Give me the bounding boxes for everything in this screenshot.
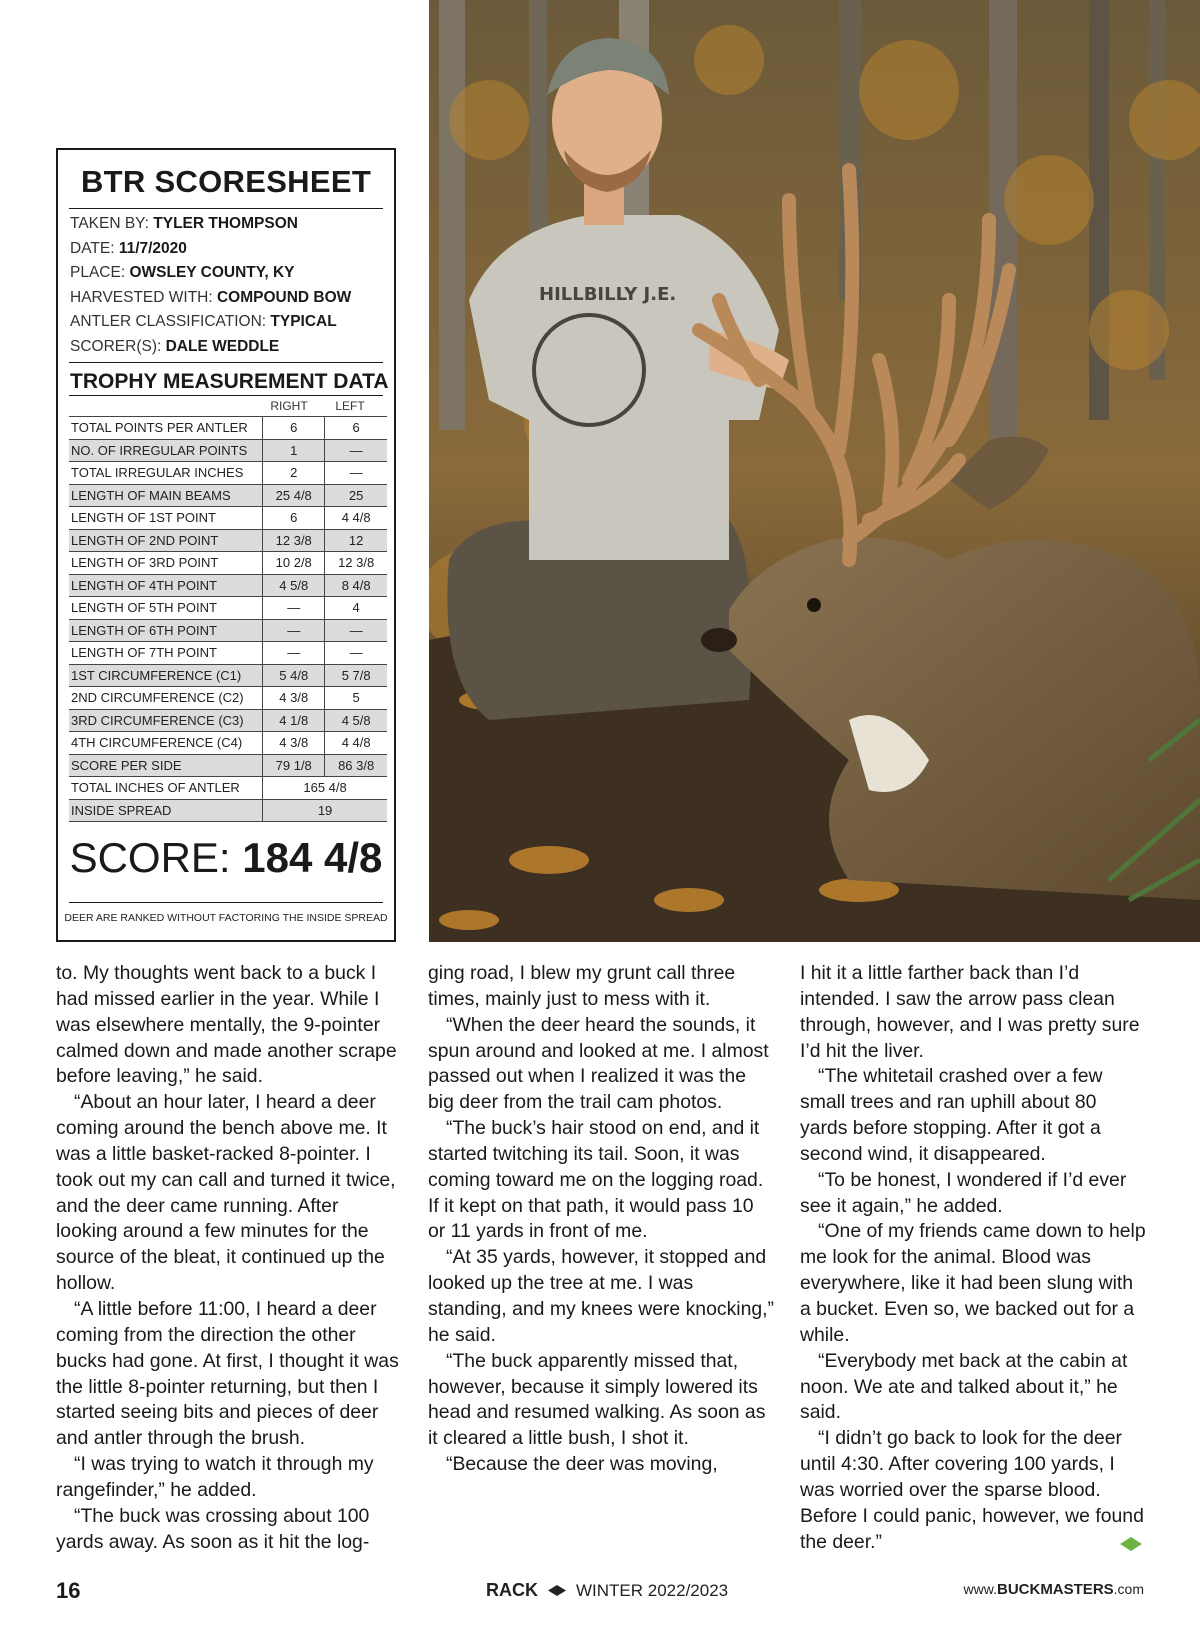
right-value: 4 3/8: [263, 687, 325, 710]
left-value: 5: [325, 687, 387, 710]
measurement-label: LENGTH OF 7TH POINT: [69, 642, 263, 665]
left-value: 5 7/8: [325, 664, 387, 687]
info-divider: [69, 362, 383, 363]
date-value: 11/7/2020: [118, 239, 187, 257]
paragraph: ging road, I blew my grunt call three times, mainly just to mess with it.: [428, 962, 736, 1010]
classification-label: ANTLER CLASSIFICATION:: [70, 313, 267, 330]
measurement-row: [69, 484, 387, 507]
right-value: 2: [263, 462, 325, 485]
paragraph: “Everybody met back at the cabin at noon. We ate and talked about it,” he said.: [800, 1349, 1128, 1424]
paragraph: I hit it a little farther back than I’d intended. I saw the arrow pass clean through, however, and I was pretty sure I’d hit the liver.: [800, 962, 1140, 1062]
left-value: 4 5/8: [325, 709, 387, 732]
left-value: 4 4/8: [325, 507, 387, 530]
scoresheet-info: [70, 212, 351, 359]
measurement-row: [69, 417, 387, 440]
measurement-label: 2ND CIRCUMFERENCE (C2): [69, 687, 263, 710]
right-value: 25 4/8: [263, 484, 325, 507]
magazine-issue: [486, 1580, 728, 1601]
scoresheet-title: BTR SCORESHEET: [80, 164, 372, 199]
website-link[interactable]: [964, 1581, 1144, 1598]
paragraph: “The buck was crossing about 100 yards away. As soon as it hit the log-: [56, 1504, 370, 1553]
magazine-name: RACK: [486, 1580, 538, 1600]
paragraph: “Because the deer was moving,: [446, 1453, 718, 1476]
measurement-label: LENGTH OF MAIN BEAMS: [69, 484, 263, 507]
right-value: 12 3/8: [263, 529, 325, 552]
paragraph: “The buck’s hair stood on end, and it started twitching its tail. Soon, it was coming toward me on the logging road. If it kept on that path, it would pass 10 or 11 yards in front of me.: [428, 1117, 764, 1243]
right-value: 4 5/8: [263, 574, 325, 597]
harvested-line: [70, 286, 351, 311]
measurement-row: [69, 619, 387, 642]
paragraph: “I didn’t go back to look for the deer until 4:30. After covering 100 yards, I was worried over the sparse blood. Before I could panic, however, we found the deer.”: [800, 1427, 1144, 1553]
left-value: —: [325, 462, 387, 485]
measurement-label: LENGTH OF 4TH POINT: [69, 574, 263, 597]
site-suffix: .com: [1113, 1581, 1144, 1597]
title-divider: [69, 208, 383, 209]
right-value: 1: [263, 439, 325, 462]
measurement-label: LENGTH OF 2ND POINT: [69, 529, 263, 552]
site-prefix: www.: [963, 1581, 997, 1597]
right-value: 10 2/8: [263, 552, 325, 575]
measurement-row: [69, 664, 387, 687]
paragraph: to. My thoughts went back to a buck I had missed earlier in the year. While I was elsewhere mentally, the 9-pointer calmed down and made another scrape before leaving,” he said.: [56, 962, 397, 1088]
total-inches-row: [69, 777, 387, 800]
inside-spread-row: [69, 799, 387, 822]
date-line: [70, 237, 351, 262]
paragraph: “About an hour later, I heard a deer coming around the bench above me. It was a little basket-racked 8-pointer. I took out my can call and turned it twice, and the deer came running. After looking around a few minutes for the source of the bleat, it continued up the hollow.: [56, 1091, 396, 1295]
right-value: 6: [263, 417, 325, 440]
btr-scoresheet: [56, 148, 396, 942]
hunter-with-buck-photo: [429, 0, 1200, 942]
heading-divider: [69, 395, 383, 396]
paragraph: “The buck apparently missed that, however, because it simply lowered its head and resumed walking. As soon as it cleared a little bush, I shot it.: [428, 1349, 766, 1450]
measurement-label: 4TH CIRCUMFERENCE (C4): [69, 732, 263, 755]
left-value: —: [325, 642, 387, 665]
measurement-table: [69, 416, 387, 822]
paragraph: “I was trying to watch it through my rangefinder,” he added.: [56, 1453, 374, 1501]
score-value: 184 4/8: [242, 834, 383, 881]
measurement-label: 3RD CIRCUMFERENCE (C3): [69, 709, 263, 732]
measurement-row: [69, 732, 387, 755]
measurement-label: LENGTH OF 6TH POINT: [69, 619, 263, 642]
measurement-label: 1ST CIRCUMFERENCE (C1): [69, 664, 263, 687]
right-value: 4 3/8: [263, 732, 325, 755]
paragraph: “The whitetail crashed over a few small trees and ran uphill about 80 yards before stopping. After it got a second wind, it disappeared.: [800, 1065, 1103, 1165]
paragraph: “When the deer heard the sounds, it spun around and looked at me. I almost passed out when I realized it was the big deer from the trail cam photos.: [428, 1013, 769, 1114]
measurement-row: [69, 754, 387, 777]
measurement-label: TOTAL IRREGULAR INCHES: [69, 462, 263, 485]
scorer-line: [70, 335, 351, 360]
measurement-label: LENGTH OF 3RD POINT: [69, 552, 263, 575]
right-value: —: [263, 642, 325, 665]
score-label: SCORE:: [69, 834, 231, 881]
right-value: 79 1/8: [263, 754, 325, 777]
measurement-row: [69, 439, 387, 462]
left-value: —: [325, 439, 387, 462]
taken-by-value: TYLER THOMPSON: [153, 215, 298, 232]
right-value: —: [263, 597, 325, 620]
issue-date: WINTER 2022/2023: [576, 1580, 729, 1600]
measurement-row: [69, 552, 387, 575]
right-value: 4 1/8: [263, 709, 325, 732]
scorer-value: DALE WEDDLE: [165, 337, 280, 355]
score-divider: [69, 902, 383, 903]
left-value: 12 3/8: [325, 552, 387, 575]
measurement-row: [69, 574, 387, 597]
date-label: DATE:: [70, 239, 115, 257]
article-column-3: [800, 961, 1146, 1555]
measurement-row: [69, 687, 387, 710]
right-value: 5 4/8: [263, 664, 325, 687]
measurement-label: TOTAL INCHES OF ANTLER: [69, 777, 263, 800]
measurement-label: SCORE PER SIDE: [69, 754, 263, 777]
article-column-2: [428, 961, 774, 1478]
taken-by-label: TAKEN BY:: [70, 215, 149, 232]
trophy-data-heading: TROPHY MEASUREMENT DATA: [70, 370, 389, 393]
photo-illustration: [429, 0, 1200, 942]
col-right-header: RIGHT: [270, 399, 308, 413]
place-label: PLACE:: [70, 264, 126, 281]
measurement-row: [69, 597, 387, 620]
col-left-header: LEFT: [335, 399, 365, 413]
measurement-label: TOTAL POINTS PER ANTLER: [69, 417, 263, 440]
page-number: 16: [56, 1578, 81, 1603]
site-brand: BUCKMASTERS: [996, 1581, 1114, 1598]
measurement-row: [69, 709, 387, 732]
measurement-row: [69, 642, 387, 665]
classification-line: [70, 310, 351, 335]
left-value: 8 4/8: [325, 574, 387, 597]
combined-value: 19: [263, 799, 387, 822]
left-value: 4 4/8: [325, 732, 387, 755]
measurement-label: INSIDE SPREAD: [69, 799, 263, 822]
shirt-print: HILLBILLY J.E.: [539, 284, 677, 305]
left-value: 6: [325, 417, 387, 440]
article-column-1: [56, 961, 402, 1555]
taken-by-line: [70, 212, 351, 237]
harvested-value: COMPOUND BOW: [216, 288, 352, 306]
diamond-separator-icon: [548, 1585, 566, 1596]
left-value: 4: [325, 597, 387, 620]
final-score: [58, 834, 394, 882]
right-value: —: [263, 619, 325, 642]
harvested-label: HARVESTED WITH:: [70, 288, 213, 306]
measurement-row: [69, 529, 387, 552]
place-value: OWSLEY COUNTY, KY: [129, 264, 295, 281]
ranking-footnote: DEER ARE RANKED WITHOUT FACTORING THE INSIDE SPREAD: [64, 912, 388, 924]
combined-value: 165 4/8: [263, 777, 387, 800]
scorer-label: SCORER(S):: [70, 337, 162, 355]
left-value: —: [325, 619, 387, 642]
left-value: 86 3/8: [325, 754, 387, 777]
right-value: 6: [263, 507, 325, 530]
left-value: 25: [325, 484, 387, 507]
measurement-label: LENGTH OF 5TH POINT: [69, 597, 263, 620]
paragraph: “One of my friends came down to help me look for the animal. Blood was everywhere, like it had been slung with a bucket. Even so, we backed out for a while.: [800, 1220, 1146, 1346]
paragraph: “To be honest, I wondered if I’d ever see it again,” he added.: [800, 1168, 1127, 1217]
classification-value: TYPICAL: [270, 313, 337, 330]
measurement-label: LENGTH OF 1ST POINT: [69, 507, 263, 530]
place-line: [70, 261, 351, 286]
paragraph: “A little before 11:00, I heard a deer coming from the direction the other bucks had gone. At first, I thought it was the little 8-pointer returning, but then I started seeing bits and pieces of deer and antler through the brush.: [56, 1297, 399, 1450]
paragraph: “At 35 yards, however, it stopped and looked up the tree at me. I was standing, and my knees were knocking,” he said.: [428, 1246, 774, 1346]
measurement-row: [69, 462, 387, 485]
end-of-story-icon: [1120, 1537, 1142, 1551]
measurement-label: NO. OF IRREGULAR POINTS: [69, 439, 263, 462]
measurement-row: [69, 507, 387, 530]
left-value: 12: [325, 529, 387, 552]
